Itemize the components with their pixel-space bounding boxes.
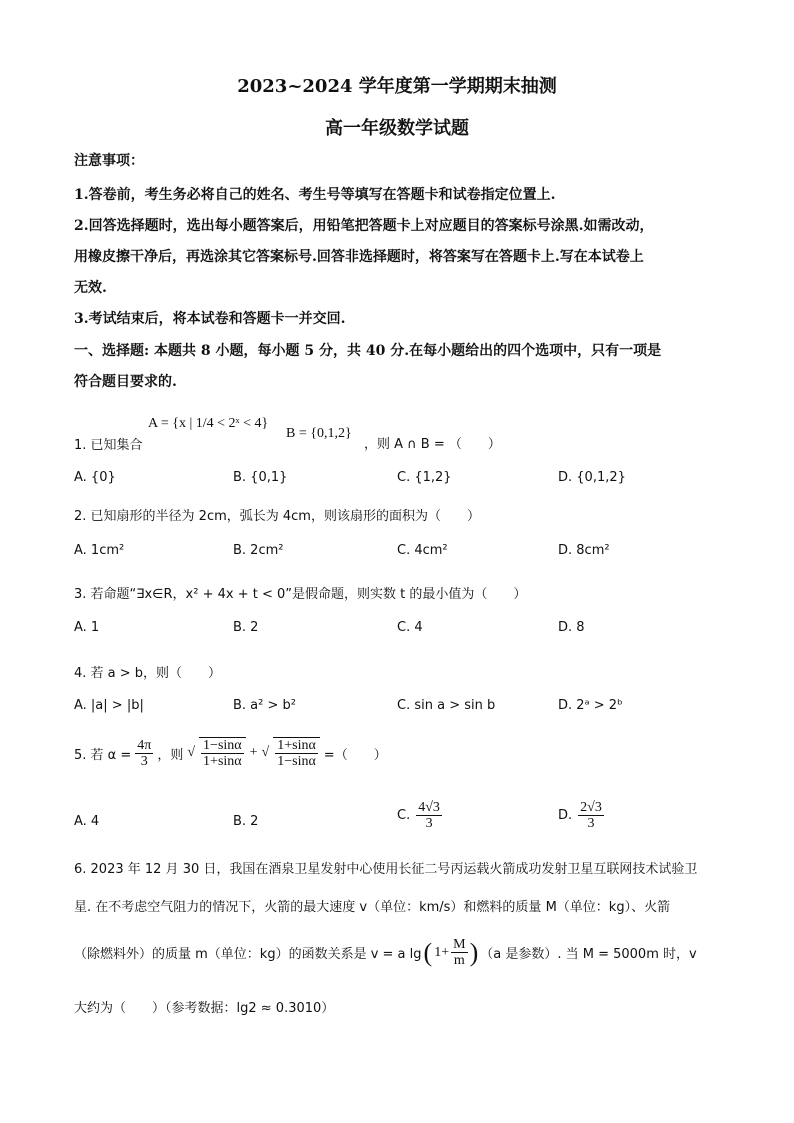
question-2-stem: 2. 已知扇形的半径为 2cm，弧长为 4cm，则该扇形的面积为（ ） (74, 509, 480, 524)
question-5-expr-1-denominator: 1+sinα (203, 754, 242, 770)
question-3-option-b: B. 2 (233, 620, 259, 635)
question-1-option-c: C. {1,2} (397, 470, 452, 485)
question-5-stem-mid: ，则 (157, 747, 184, 763)
question-5-radical-2 (273, 737, 320, 770)
question-3-option-a: A. 1 (74, 620, 100, 635)
question-6-line-3-suffix: （a 是参数）. 当 M = 5000m 时，v (480, 947, 697, 963)
question-2-option-a: A. 1cm² (74, 543, 125, 558)
question-2-option-b: B. 2cm² (233, 543, 284, 558)
question-1-option-b: B. {0,1} (233, 470, 288, 485)
question-2-option-c: C. 4cm² (397, 543, 448, 558)
question-1-stem: 1. 已知集合 (74, 438, 143, 453)
question-5-expr-1-numerator: 1−sinα (203, 738, 242, 753)
exam-title: 2023~2024 学年度第一学期期末抽测 (237, 76, 557, 97)
question-4-stem: 4. 若 a > b，则（ ） (74, 666, 222, 681)
question-3-option-c: C. 4 (397, 620, 423, 635)
notice-heading: 注意事项： (74, 153, 144, 169)
section-1-intro-line-2: 符合题目要求的. (74, 374, 177, 390)
question-5-option-d-fraction (578, 800, 604, 832)
question-5-alpha-fraction (135, 738, 153, 770)
question-5-option-d-label: D. (558, 808, 573, 824)
notice-item-2-line-3: 无效. (74, 280, 107, 296)
notice-item-2-line-1: 2.回答选择题时，选出每小题答案后，用铅笔把答题卡上对应题目的答案标号涂黑.如需改动， (74, 218, 654, 234)
question-1-option-a: A. {0} (74, 470, 116, 485)
question-5-option-d-denominator: 3 (587, 816, 595, 832)
question-5-stem-prefix: 5. 若 α = (74, 747, 132, 763)
question-5-option-b: B. 2 (233, 814, 259, 829)
exam-subtitle: 高一年级数学试题 (325, 118, 469, 139)
question-4-option-c: C. sin a > sin b (397, 698, 496, 713)
question-5-sqrt-sign-1: √ (187, 745, 196, 761)
question-5-option-d-numerator: 2√3 (580, 800, 602, 815)
question-5-radical-1 (199, 737, 246, 770)
question-5-expr-2-denominator: 1−sinα (277, 754, 316, 770)
question-6-left-paren: ( (423, 937, 433, 967)
question-5-option-a: A. 4 (74, 814, 100, 829)
question-5-option-c-numerator: 4√3 (418, 800, 440, 815)
question-4-option-b: B. a² > b² (233, 698, 296, 713)
question-6-formula-numerator: M (453, 937, 466, 952)
question-1-ask: ，则 A ∩ B = （ ） (364, 437, 501, 452)
question-6-line-3-prefix: （除燃料外）的质量 m（单位：kg）的函数关系是 v = a lg (74, 947, 422, 963)
question-5-alpha-numerator: 4π (137, 737, 152, 753)
question-2-option-d: D. 8cm² (558, 543, 610, 558)
notice-item-1: 1.答卷前，考生务必将自己的姓名、考生号等填写在答题卡和试卷指定位置上. (74, 187, 556, 203)
question-5-option-c-fraction (416, 800, 442, 832)
question-6-line-1: 6. 2023 年 12 月 30 日，我国在酒泉卫星发射中心使用长征二号丙运载火箭成功发射卫星互联网技术试验卫 (74, 862, 698, 877)
question-5-stem (74, 737, 387, 770)
question-5-alpha-denominator: 3 (140, 753, 148, 769)
section-1-intro-line-1: 一、选择题: 本题共 8 小题，每小题 5 分，共 40 分.在每小题给出的四个选项中，只有一项是 (74, 343, 662, 359)
question-5-option-c-denominator: 3 (425, 816, 433, 832)
question-5-stem-end: =（ ） (323, 747, 387, 763)
question-1-set-b: B = {0,1,2} (286, 426, 352, 441)
question-5-option-d (558, 800, 604, 832)
question-3-stem: 3. 若命题“∃x∈R，x² + 4x + t < 0”是假命题，则实数 t 的最小值为（ ） (74, 587, 527, 602)
question-4-option-d: D. 2ᵃ > 2ᵇ (558, 698, 623, 713)
question-6-formula-fraction (451, 937, 467, 969)
question-6-line-2: 星. 在不考虑空气阻力的情况下，火箭的最大速度 v（单位：km/s）和燃料的质量 M（单位：kg）、火箭 (74, 900, 671, 915)
question-6-one-plus: 1+ (434, 944, 450, 960)
notice-item-3: 3.考试结束后，将本试卷和答题卡一并交回. (74, 311, 346, 327)
question-6-line-3 (74, 937, 697, 969)
question-4-option-a: A. |a| > |b| (74, 698, 144, 713)
notice-item-2-line-2: 用橡皮擦干净后，再选涂其它答案标号.回答非选择题时，将答案写在答题卡上.写在本试卷上 (74, 249, 644, 265)
question-6-formula-denominator: m (453, 953, 465, 969)
question-5-expr-2-numerator: 1+sinα (277, 738, 316, 753)
question-3-option-d: D. 8 (558, 620, 585, 635)
question-1-option-d: D. {0,1,2} (558, 470, 626, 485)
question-5-sqrt-sign-2: √ (261, 745, 270, 761)
question-6-right-paren: ) (469, 937, 479, 967)
question-5-option-c (397, 800, 442, 832)
question-5-plus: + (249, 745, 258, 761)
question-5-option-c-label: C. (397, 808, 411, 824)
question-6-line-4: 大约为（ ）（参考数据：lg2 ≈ 0.3010） (74, 1001, 335, 1016)
question-1-set-a: A = {x | 1/4 < 2ˣ < 4} (148, 416, 269, 431)
